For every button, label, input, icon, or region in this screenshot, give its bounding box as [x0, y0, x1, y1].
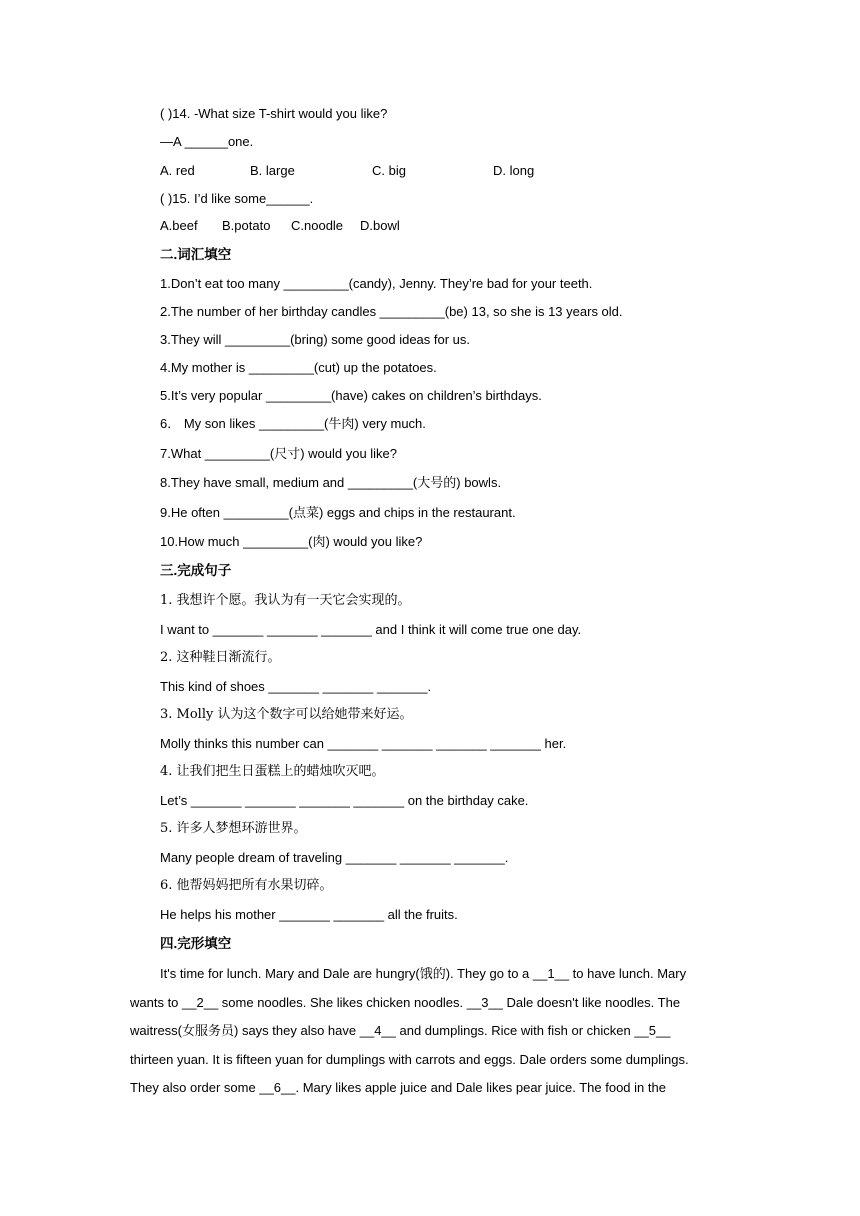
cloze-line-4: thirteen yuan. It is fifteen yuan for dumplings with carrots and eggs. Dale orders some dumplings. — [130, 1052, 689, 1067]
q14-stem: ( )14. -What size T-shirt would you like? — [160, 106, 388, 121]
sentence-2-chinese: 2. 这种鞋日渐流行。 — [160, 650, 281, 665]
q15-option-a: A.beef — [160, 218, 198, 233]
sentence-2-english: This kind of shoes _______ _______ _______. — [160, 679, 432, 694]
q15-option-d: D.bowl — [360, 218, 400, 233]
sentence-1-chinese: 1. 我想许个愿。我认为有一天它会实现的。 — [160, 593, 411, 608]
q15-option-b: B.potato — [222, 218, 271, 233]
sentence-4-chinese: 4. 让我们把生日蛋糕上的蜡烛吹灭吧。 — [160, 764, 385, 779]
q15-option-c: C.noodle — [291, 218, 344, 233]
section4-heading: 四.完形填空 — [160, 936, 232, 951]
sentence-6-chinese: 6. 他帮妈妈把所有水果切碎。 — [160, 878, 333, 893]
q14-option-b: B. large — [250, 163, 295, 178]
q14-option-d: D. long — [493, 163, 535, 178]
cloze-line-3: waitress(女服务员) says they also have __4__ and dumplings. Rice with fish or chicken __5__ — [130, 1023, 671, 1038]
sentence-4-english: Let’s _______ _______ _______ _______ on the birthday cake. — [160, 793, 529, 808]
cloze-line-2: wants to __2__ some noodles. She likes chicken noodles. __3__ Dale doesn't like noodles. The — [130, 995, 681, 1010]
vocab-item-5: 5.It’s very popular _________(have) cakes on children’s birthdays. — [160, 388, 542, 403]
sentence-5-english: Many people dream of traveling _______ _______ _______. — [160, 850, 509, 865]
q14-answer-blank: —A ______one. — [160, 134, 254, 149]
cloze-line-1: It's time for lunch. Mary and Dale are hungry(饿的). They go to a __1__ to have lunch. Mary — [160, 966, 687, 981]
vocab-item-10: 10.How much _________(肉) would you like? — [160, 534, 423, 549]
vocab-item-2: 2.The number of her birthday candles _________(be) 13, so she is 13 years old. — [160, 304, 623, 319]
vocab-item-4: 4.My mother is _________(cut) up the potatoes. — [160, 360, 437, 375]
vocab-item-9: 9.He often _________(点菜) eggs and chips in the restaurant. — [160, 505, 516, 520]
cloze-line-5: They also order some __6__. Mary likes apple juice and Dale likes pear juice. The food in the — [130, 1080, 666, 1095]
q15-stem: ( )15. I’d like some______. — [160, 191, 314, 206]
sentence-1-english: I want to _______ _______ _______ and I think it will come true one day. — [160, 622, 582, 637]
section2-heading: 二.词汇填空 — [160, 247, 232, 262]
vocab-item-6: 6． My son likes _________(牛肉) very much. — [160, 416, 426, 431]
vocab-item-1: 1.Don’t eat too many _________(candy), Jenny. They’re bad for your teeth. — [160, 276, 593, 291]
sentence-6-english: He helps his mother _______ _______ all the fruits. — [160, 907, 458, 922]
q14-option-a: A. red — [160, 163, 195, 178]
sentence-3-english: Molly thinks this number can _______ _______ _______ _______ her. — [160, 736, 567, 751]
vocab-item-8: 8.They have small, medium and _________(大号的) bowls. — [160, 475, 502, 490]
section3-heading: 三.完成句子 — [160, 563, 232, 578]
vocab-item-3: 3.They will _________(bring) some good ideas for us. — [160, 332, 471, 347]
vocab-item-7: 7.What _________(尺寸) would you like? — [160, 446, 398, 461]
q14-option-c: C. big — [372, 163, 406, 178]
sentence-5-chinese: 5. 许多人梦想环游世界。 — [160, 821, 307, 836]
sentence-3-chinese: 3. Molly 认为这个数字可以给她带来好运。 — [160, 707, 413, 722]
